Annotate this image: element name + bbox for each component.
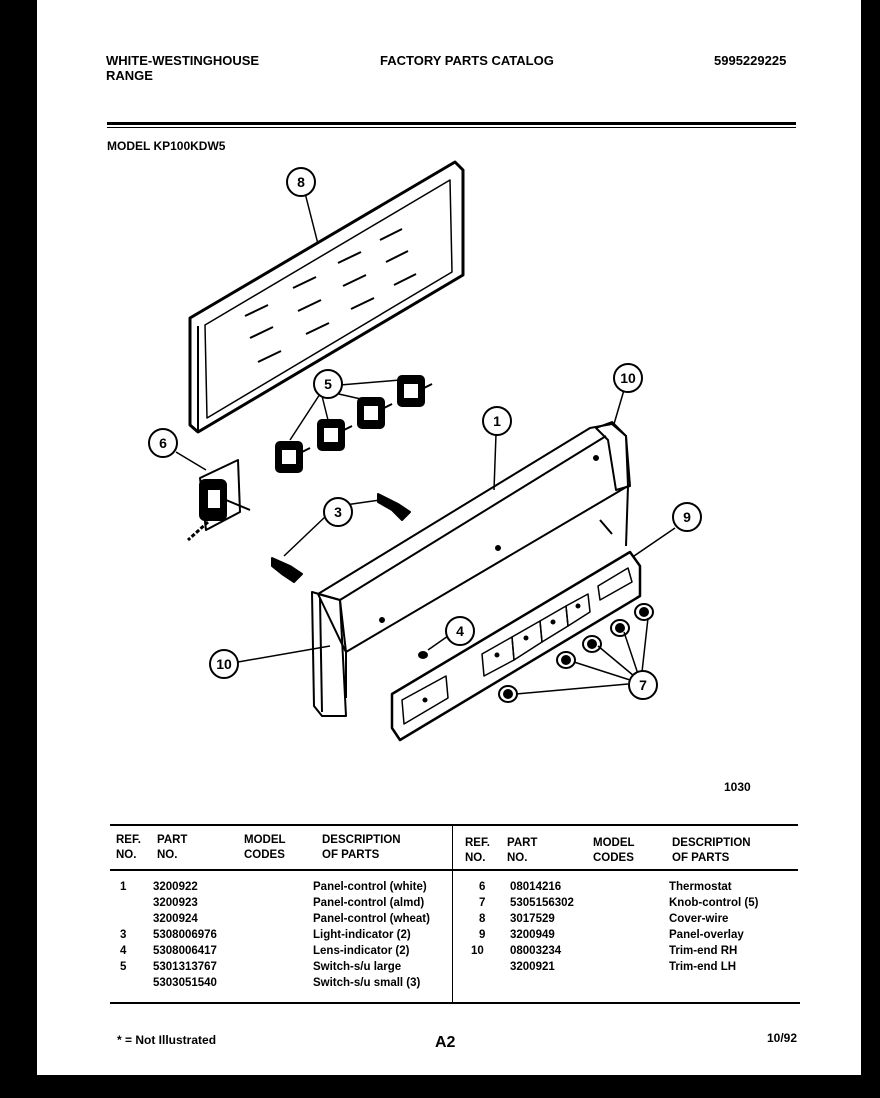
thermostat-part [188, 460, 250, 540]
revision-date: 10/92 [767, 1031, 798, 1045]
callout-6 [149, 429, 177, 457]
figure-number: 1030 [724, 780, 751, 794]
callout-9 [673, 503, 701, 531]
svg-text:1: 1 [493, 413, 501, 429]
svg-text:5: 5 [324, 376, 332, 392]
callout-1 [483, 407, 511, 435]
callout-10-bottom [210, 650, 238, 678]
col-part-right: PART NO. [507, 837, 538, 864]
catalog-number: 5995229225 [714, 53, 787, 68]
svg-text:3: 3 [334, 504, 342, 520]
product-type: RANGE [106, 68, 153, 83]
overlay-panel-part [392, 552, 640, 740]
switch-parts [276, 376, 432, 472]
svg-text:8: 8 [297, 174, 305, 190]
not-illustrated-note: * = Not Illustrated [117, 1033, 217, 1047]
svg-text:9: 9 [683, 509, 691, 525]
col-desc-left: DESCRIPTION OF PARTS [322, 834, 401, 861]
page-number: A2 [435, 1034, 456, 1051]
callout-3 [324, 498, 352, 526]
col-desc-right: DESCRIPTION OF PARTS [672, 837, 751, 864]
svg-text:4: 4 [456, 623, 464, 639]
table-top-rule [110, 824, 798, 826]
svg-text:10: 10 [216, 656, 232, 672]
table-header-rule [110, 869, 798, 871]
callout-4 [446, 617, 474, 645]
col-model-left: MODEL CODES [244, 834, 286, 861]
col-part-left: PART NO. [157, 834, 188, 861]
table-divider [452, 826, 453, 1002]
callout-7 [629, 671, 657, 699]
svg-text:6: 6 [159, 435, 167, 451]
callout-10-top [614, 364, 642, 392]
svg-text:10: 10 [620, 370, 636, 386]
model-label: MODEL KP100KDW5 [107, 139, 226, 153]
catalog-title: FACTORY PARTS CATALOG [380, 53, 554, 68]
callout-8 [287, 168, 315, 196]
lens-part [419, 652, 427, 658]
svg-text:7: 7 [639, 677, 647, 693]
callout-5 [314, 370, 342, 398]
col-model-right: MODEL CODES [593, 837, 635, 864]
col-ref-left: REF. NO. [116, 834, 141, 861]
table-bottom-rule [110, 1002, 800, 1004]
control-panel-part [318, 424, 628, 698]
col-ref-right: REF. NO. [465, 837, 490, 864]
brand-name: WHITE-WESTINGHOUSE [106, 53, 260, 68]
